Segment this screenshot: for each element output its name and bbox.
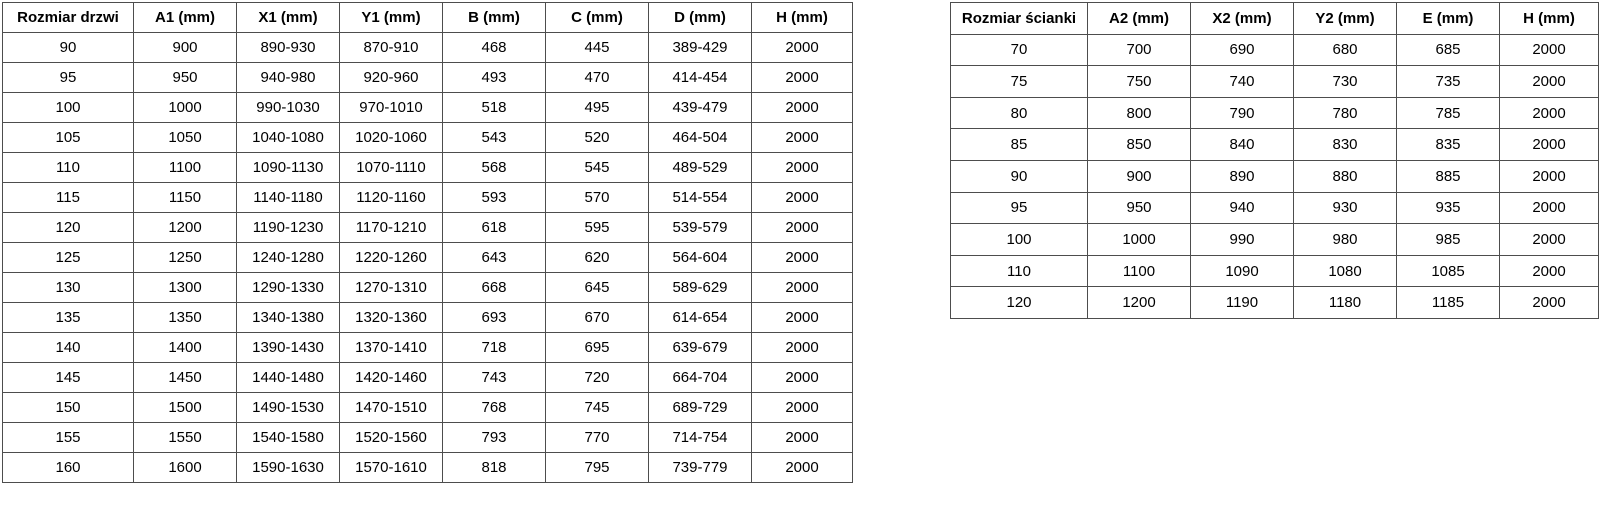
table-cell: 493 (443, 63, 546, 93)
table-cell: 464-504 (649, 123, 752, 153)
table-cell: 468 (443, 33, 546, 63)
table-cell: 1170-1210 (340, 213, 443, 243)
table-cell: 2000 (752, 213, 853, 243)
table-cell: 130 (3, 273, 134, 303)
table-row (3, 423, 853, 453)
table-row (3, 213, 853, 243)
table-cell: 1020-1060 (340, 123, 443, 153)
table-row (3, 333, 853, 363)
table-cell: 1070-1110 (340, 153, 443, 183)
table-cell: 90 (3, 33, 134, 63)
table-cell: 695 (546, 333, 649, 363)
table-row (3, 33, 853, 63)
table-cell: 1000 (1088, 224, 1191, 256)
table-cell: 2000 (752, 273, 853, 303)
table-cell: 1270-1310 (340, 273, 443, 303)
table-cell: 2000 (752, 333, 853, 363)
table-cell: 445 (546, 33, 649, 63)
table-row (951, 160, 1599, 192)
header-cell: Y1 (mm) (340, 3, 443, 33)
table-cell: 545 (546, 153, 649, 183)
table-cell: 75 (951, 66, 1088, 98)
table-cell: 1400 (134, 333, 237, 363)
table-cell: 1420-1460 (340, 363, 443, 393)
table-cell: 685 (1397, 34, 1500, 66)
table-cell: 1370-1410 (340, 333, 443, 363)
table-row (3, 273, 853, 303)
table-cell: 2000 (1500, 255, 1599, 287)
table-cell: 489-529 (649, 153, 752, 183)
table-cell: 970-1010 (340, 93, 443, 123)
header-cell: B (mm) (443, 3, 546, 33)
wall-size-table (950, 2, 1599, 319)
table-cell: 940 (1191, 192, 1294, 224)
table-cell: 595 (546, 213, 649, 243)
table-cell: 645 (546, 273, 649, 303)
table-cell: 1190-1230 (237, 213, 340, 243)
table-row (3, 63, 853, 93)
table-cell: 564-604 (649, 243, 752, 273)
table-row (3, 153, 853, 183)
table-cell: 1320-1360 (340, 303, 443, 333)
table-cell: 2000 (752, 93, 853, 123)
table-cell: 890 (1191, 160, 1294, 192)
table-cell: 1570-1610 (340, 453, 443, 483)
table-cell: 2000 (1500, 287, 1599, 319)
table-cell: 2000 (752, 63, 853, 93)
table-cell: 2000 (1500, 224, 1599, 256)
table-cell: 1140-1180 (237, 183, 340, 213)
table-cell: 1220-1260 (340, 243, 443, 273)
table-cell: 145 (3, 363, 134, 393)
table-cell: 115 (3, 183, 134, 213)
header-cell: Rozmiar drzwi (3, 3, 134, 33)
table-cell: 1190 (1191, 287, 1294, 319)
table-cell: 1540-1580 (237, 423, 340, 453)
table-cell: 880 (1294, 160, 1397, 192)
table-cell: 1520-1560 (340, 423, 443, 453)
table-cell: 614-654 (649, 303, 752, 333)
table-cell: 155 (3, 423, 134, 453)
table-cell: 105 (3, 123, 134, 153)
table-row (951, 34, 1599, 66)
table-cell: 1100 (1088, 255, 1191, 287)
table-cell: 1500 (134, 393, 237, 423)
table-row (951, 224, 1599, 256)
table-cell: 1600 (134, 453, 237, 483)
table-cell: 570 (546, 183, 649, 213)
table-row (3, 393, 853, 423)
table-cell: 100 (951, 224, 1088, 256)
table-cell: 70 (951, 34, 1088, 66)
table-cell: 95 (951, 192, 1088, 224)
table-row (3, 363, 853, 393)
table-cell: 135 (3, 303, 134, 333)
table-cell: 1200 (134, 213, 237, 243)
table-cell: 1350 (134, 303, 237, 333)
table-cell: 1200 (1088, 287, 1191, 319)
table-cell: 618 (443, 213, 546, 243)
table-cell: 589-629 (649, 273, 752, 303)
table-cell: 2000 (752, 423, 853, 453)
table-row (951, 97, 1599, 129)
table-cell: 718 (443, 333, 546, 363)
table-row (3, 123, 853, 153)
table-cell: 120 (3, 213, 134, 243)
table-row (951, 287, 1599, 319)
table-cell: 1470-1510 (340, 393, 443, 423)
table-cell: 100 (3, 93, 134, 123)
table-cell: 514-554 (649, 183, 752, 213)
table-cell: 985 (1397, 224, 1500, 256)
table-cell: 1300 (134, 273, 237, 303)
table-cell: 1440-1480 (237, 363, 340, 393)
header-row (3, 3, 853, 33)
table-cell: 930 (1294, 192, 1397, 224)
table-cell: 714-754 (649, 423, 752, 453)
table-cell: 2000 (752, 183, 853, 213)
table-cell: 990 (1191, 224, 1294, 256)
table-cell: 1090 (1191, 255, 1294, 287)
table-cell: 739-779 (649, 453, 752, 483)
table-cell: 768 (443, 393, 546, 423)
table-cell: 1040-1080 (237, 123, 340, 153)
table-cell: 700 (1088, 34, 1191, 66)
table-cell: 885 (1397, 160, 1500, 192)
table-cell: 2000 (1500, 66, 1599, 98)
table-cell: 2000 (752, 303, 853, 333)
table-cell: 539-579 (649, 213, 752, 243)
table-cell: 750 (1088, 66, 1191, 98)
table-cell: 743 (443, 363, 546, 393)
header-cell: E (mm) (1397, 3, 1500, 35)
table-cell: 780 (1294, 97, 1397, 129)
table-cell: 2000 (1500, 97, 1599, 129)
header-cell: A1 (mm) (134, 3, 237, 33)
table-cell: 940-980 (237, 63, 340, 93)
table-cell: 950 (1088, 192, 1191, 224)
table-cell: 900 (1088, 160, 1191, 192)
table-cell: 1000 (134, 93, 237, 123)
table-cell: 620 (546, 243, 649, 273)
table-cell: 720 (546, 363, 649, 393)
table-cell: 740 (1191, 66, 1294, 98)
header-cell: D (mm) (649, 3, 752, 33)
table-cell: 95 (3, 63, 134, 93)
table-cell: 664-704 (649, 363, 752, 393)
table-cell: 1290-1330 (237, 273, 340, 303)
table-row (951, 192, 1599, 224)
table-row (3, 453, 853, 483)
table-cell: 110 (3, 153, 134, 183)
header-cell: H (mm) (752, 3, 853, 33)
header-cell: Rozmiar ścianki (951, 3, 1088, 35)
table-row (951, 66, 1599, 98)
table-row (3, 93, 853, 123)
table-cell: 639-679 (649, 333, 752, 363)
table-cell: 1490-1530 (237, 393, 340, 423)
table-cell: 90 (951, 160, 1088, 192)
table-cell: 1085 (1397, 255, 1500, 287)
table-cell: 835 (1397, 129, 1500, 161)
table-cell: 1185 (1397, 287, 1500, 319)
header-cell: C (mm) (546, 3, 649, 33)
table-cell: 830 (1294, 129, 1397, 161)
table-cell: 745 (546, 393, 649, 423)
table-cell: 160 (3, 453, 134, 483)
table-cell: 1590-1630 (237, 453, 340, 483)
table-cell: 2000 (752, 243, 853, 273)
table-cell: 2000 (1500, 160, 1599, 192)
table-cell: 950 (134, 63, 237, 93)
table-cell: 568 (443, 153, 546, 183)
table-cell: 690 (1191, 34, 1294, 66)
table-cell: 800 (1088, 97, 1191, 129)
table-cell: 470 (546, 63, 649, 93)
table-cell: 120 (951, 287, 1088, 319)
table-cell: 520 (546, 123, 649, 153)
table-cell: 2000 (752, 363, 853, 393)
table-row (3, 243, 853, 273)
table-cell: 643 (443, 243, 546, 273)
table-row (3, 303, 853, 333)
table-cell: 735 (1397, 66, 1500, 98)
table-cell: 2000 (752, 153, 853, 183)
table-cell: 140 (3, 333, 134, 363)
table-cell: 795 (546, 453, 649, 483)
table-row (951, 129, 1599, 161)
header-cell: X2 (mm) (1191, 3, 1294, 35)
table-cell: 150 (3, 393, 134, 423)
table-cell: 1150 (134, 183, 237, 213)
table-cell: 593 (443, 183, 546, 213)
table-cell: 1100 (134, 153, 237, 183)
table-cell: 1050 (134, 123, 237, 153)
table-cell: 125 (3, 243, 134, 273)
table-cell: 414-454 (649, 63, 752, 93)
table-cell: 80 (951, 97, 1088, 129)
table-cell: 1180 (1294, 287, 1397, 319)
table-cell: 670 (546, 303, 649, 333)
table-cell: 1390-1430 (237, 333, 340, 363)
table-cell: 1340-1380 (237, 303, 340, 333)
table-cell: 935 (1397, 192, 1500, 224)
table-cell: 818 (443, 453, 546, 483)
table-cell: 870-910 (340, 33, 443, 63)
table-cell: 2000 (752, 393, 853, 423)
header-cell: Y2 (mm) (1294, 3, 1397, 35)
table-cell: 110 (951, 255, 1088, 287)
table-cell: 793 (443, 423, 546, 453)
table-cell: 495 (546, 93, 649, 123)
table-cell: 1120-1160 (340, 183, 443, 213)
table-cell: 689-729 (649, 393, 752, 423)
table-cell: 770 (546, 423, 649, 453)
table-cell: 2000 (1500, 34, 1599, 66)
table-cell: 543 (443, 123, 546, 153)
table-cell: 518 (443, 93, 546, 123)
table-row (3, 183, 853, 213)
table-cell: 2000 (752, 123, 853, 153)
table-cell: 900 (134, 33, 237, 63)
table-cell: 389-429 (649, 33, 752, 63)
table-cell: 439-479 (649, 93, 752, 123)
table-cell: 1090-1130 (237, 153, 340, 183)
table-cell: 840 (1191, 129, 1294, 161)
table-cell: 850 (1088, 129, 1191, 161)
table-cell: 1450 (134, 363, 237, 393)
door-size-table (2, 2, 853, 483)
table-row (951, 255, 1599, 287)
table-cell: 680 (1294, 34, 1397, 66)
table-cell: 1550 (134, 423, 237, 453)
table-cell: 990-1030 (237, 93, 340, 123)
table-cell: 920-960 (340, 63, 443, 93)
header-cell: H (mm) (1500, 3, 1599, 35)
table-cell: 1080 (1294, 255, 1397, 287)
table-cell: 85 (951, 129, 1088, 161)
table-cell: 2000 (1500, 192, 1599, 224)
table-cell: 2000 (1500, 129, 1599, 161)
header-cell: X1 (mm) (237, 3, 340, 33)
header-row (951, 3, 1599, 35)
table-cell: 668 (443, 273, 546, 303)
table-cell: 2000 (752, 33, 853, 63)
table-cell: 2000 (752, 453, 853, 483)
header-cell: A2 (mm) (1088, 3, 1191, 35)
table-cell: 785 (1397, 97, 1500, 129)
table-cell: 790 (1191, 97, 1294, 129)
table-cell: 693 (443, 303, 546, 333)
table-cell: 1240-1280 (237, 243, 340, 273)
table-cell: 890-930 (237, 33, 340, 63)
table-cell: 730 (1294, 66, 1397, 98)
table-cell: 980 (1294, 224, 1397, 256)
table-cell: 1250 (134, 243, 237, 273)
